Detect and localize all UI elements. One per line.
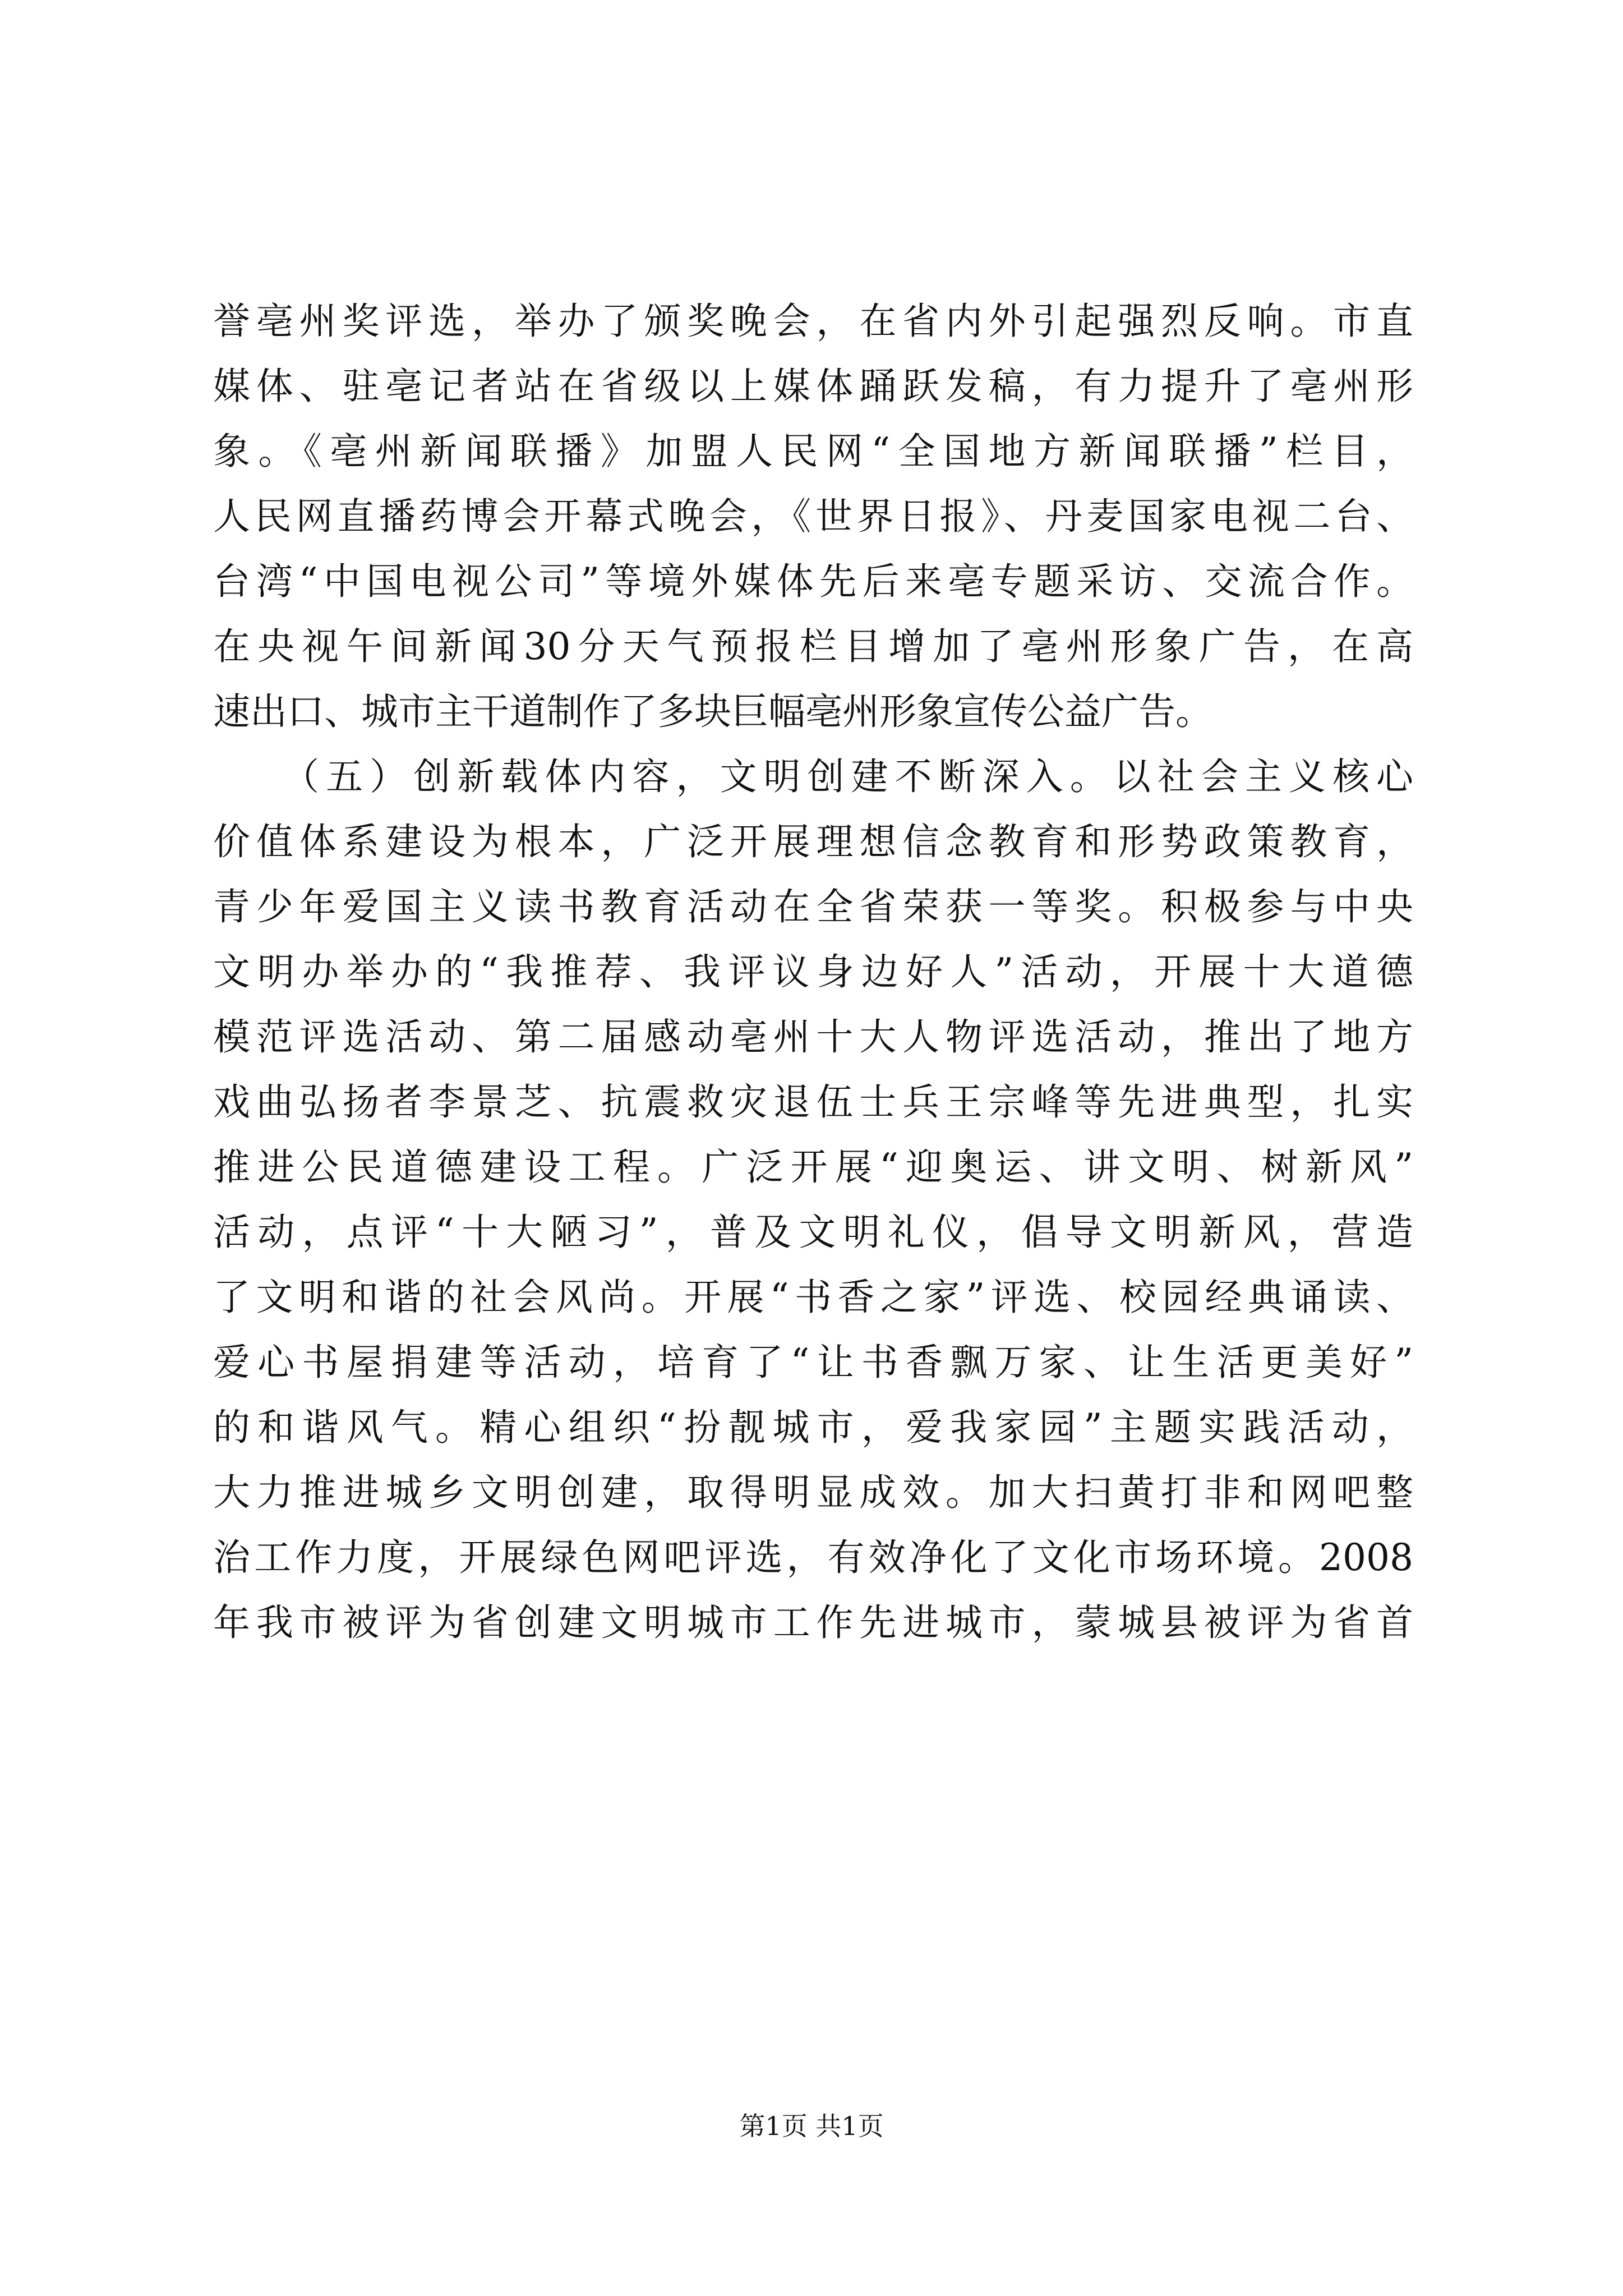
- text-line: 文明办举办的“我推荐、我评议身边好人”活动，开展十大道德: [213, 950, 1413, 993]
- text-line: 了文明和谐的社会风尚。开展“书香之家”评选、校园经典诵读、: [213, 1276, 1413, 1319]
- text-line: 治工作力度，开展绿色网吧评选，有效净化了文化市场环境。2008: [213, 1536, 1413, 1579]
- text-line: 模范评选活动、第二届感动亳州十大人物评选活动，推出了地方: [213, 1015, 1413, 1059]
- text-line: 年我市被评为省创建文明城市工作先进城市，蒙城县被评为省首: [213, 1601, 1413, 1644]
- text-line: 青少年爱国主义读书教育活动在全省荣获一等奖。积极参与中央: [213, 885, 1413, 928]
- text-line: 爱心书屋捐建等活动，培育了“让书香飘万家、让生活更美好”: [213, 1341, 1413, 1384]
- text-line: 人民网直播药博会开幕式晚会，《世界日报》、丹麦国家电视二台、: [213, 495, 1413, 538]
- text-line: 在央视午间新闻30分天气预报栏目增加了亳州形象广告，在高: [213, 625, 1413, 668]
- text-line: 戏曲弘扬者李景芝、抗震救灾退伍士兵王宗峰等先进典型，扎实: [213, 1080, 1413, 1124]
- text-line: 活动，点评“十大陋习”，普及文明礼仪，倡导文明新风，营造: [213, 1211, 1413, 1254]
- text-line: 台湾“中国电视公司”等境外媒体先后来亳专题采访、交流合作。: [213, 560, 1413, 603]
- page-footer: 第1页 共1页: [739, 2111, 884, 2141]
- text-line: 速出口、城市主干道制作了多块巨幅亳州形象宣传公益广告。: [213, 690, 1212, 733]
- text-line: 媒体、驻亳记者站在省级以上媒体踊跃发稿，有力提升了亳州形: [213, 365, 1413, 408]
- text-line: 的和谐风气。精心组织“扮靓城市，爱我家园”主题实践活动，: [213, 1406, 1413, 1449]
- text-line: 象。《亳州新闻联播》加盟人民网“全国地方新闻联播”栏目，: [213, 430, 1413, 473]
- text-line: 价值体系建设为根本，广泛开展理想信念教育和形势政策教育，: [213, 820, 1413, 863]
- text-line: 推进公民道德建设工程。广泛开展“迎奥运、讲文明、树新风”: [213, 1145, 1413, 1189]
- text-line: 誉亳州奖评选，举办了颁奖晚会，在省内外引起强烈反响。市直: [213, 300, 1413, 343]
- text-line: （五）创新载体内容，文明创建不断深入。以社会主义核心: [213, 755, 1413, 798]
- text-line: 大力推进城乡文明创建，取得明显成效。加大扫黄打非和网吧整: [213, 1471, 1413, 1514]
- body-text: [213, 289, 1413, 1655]
